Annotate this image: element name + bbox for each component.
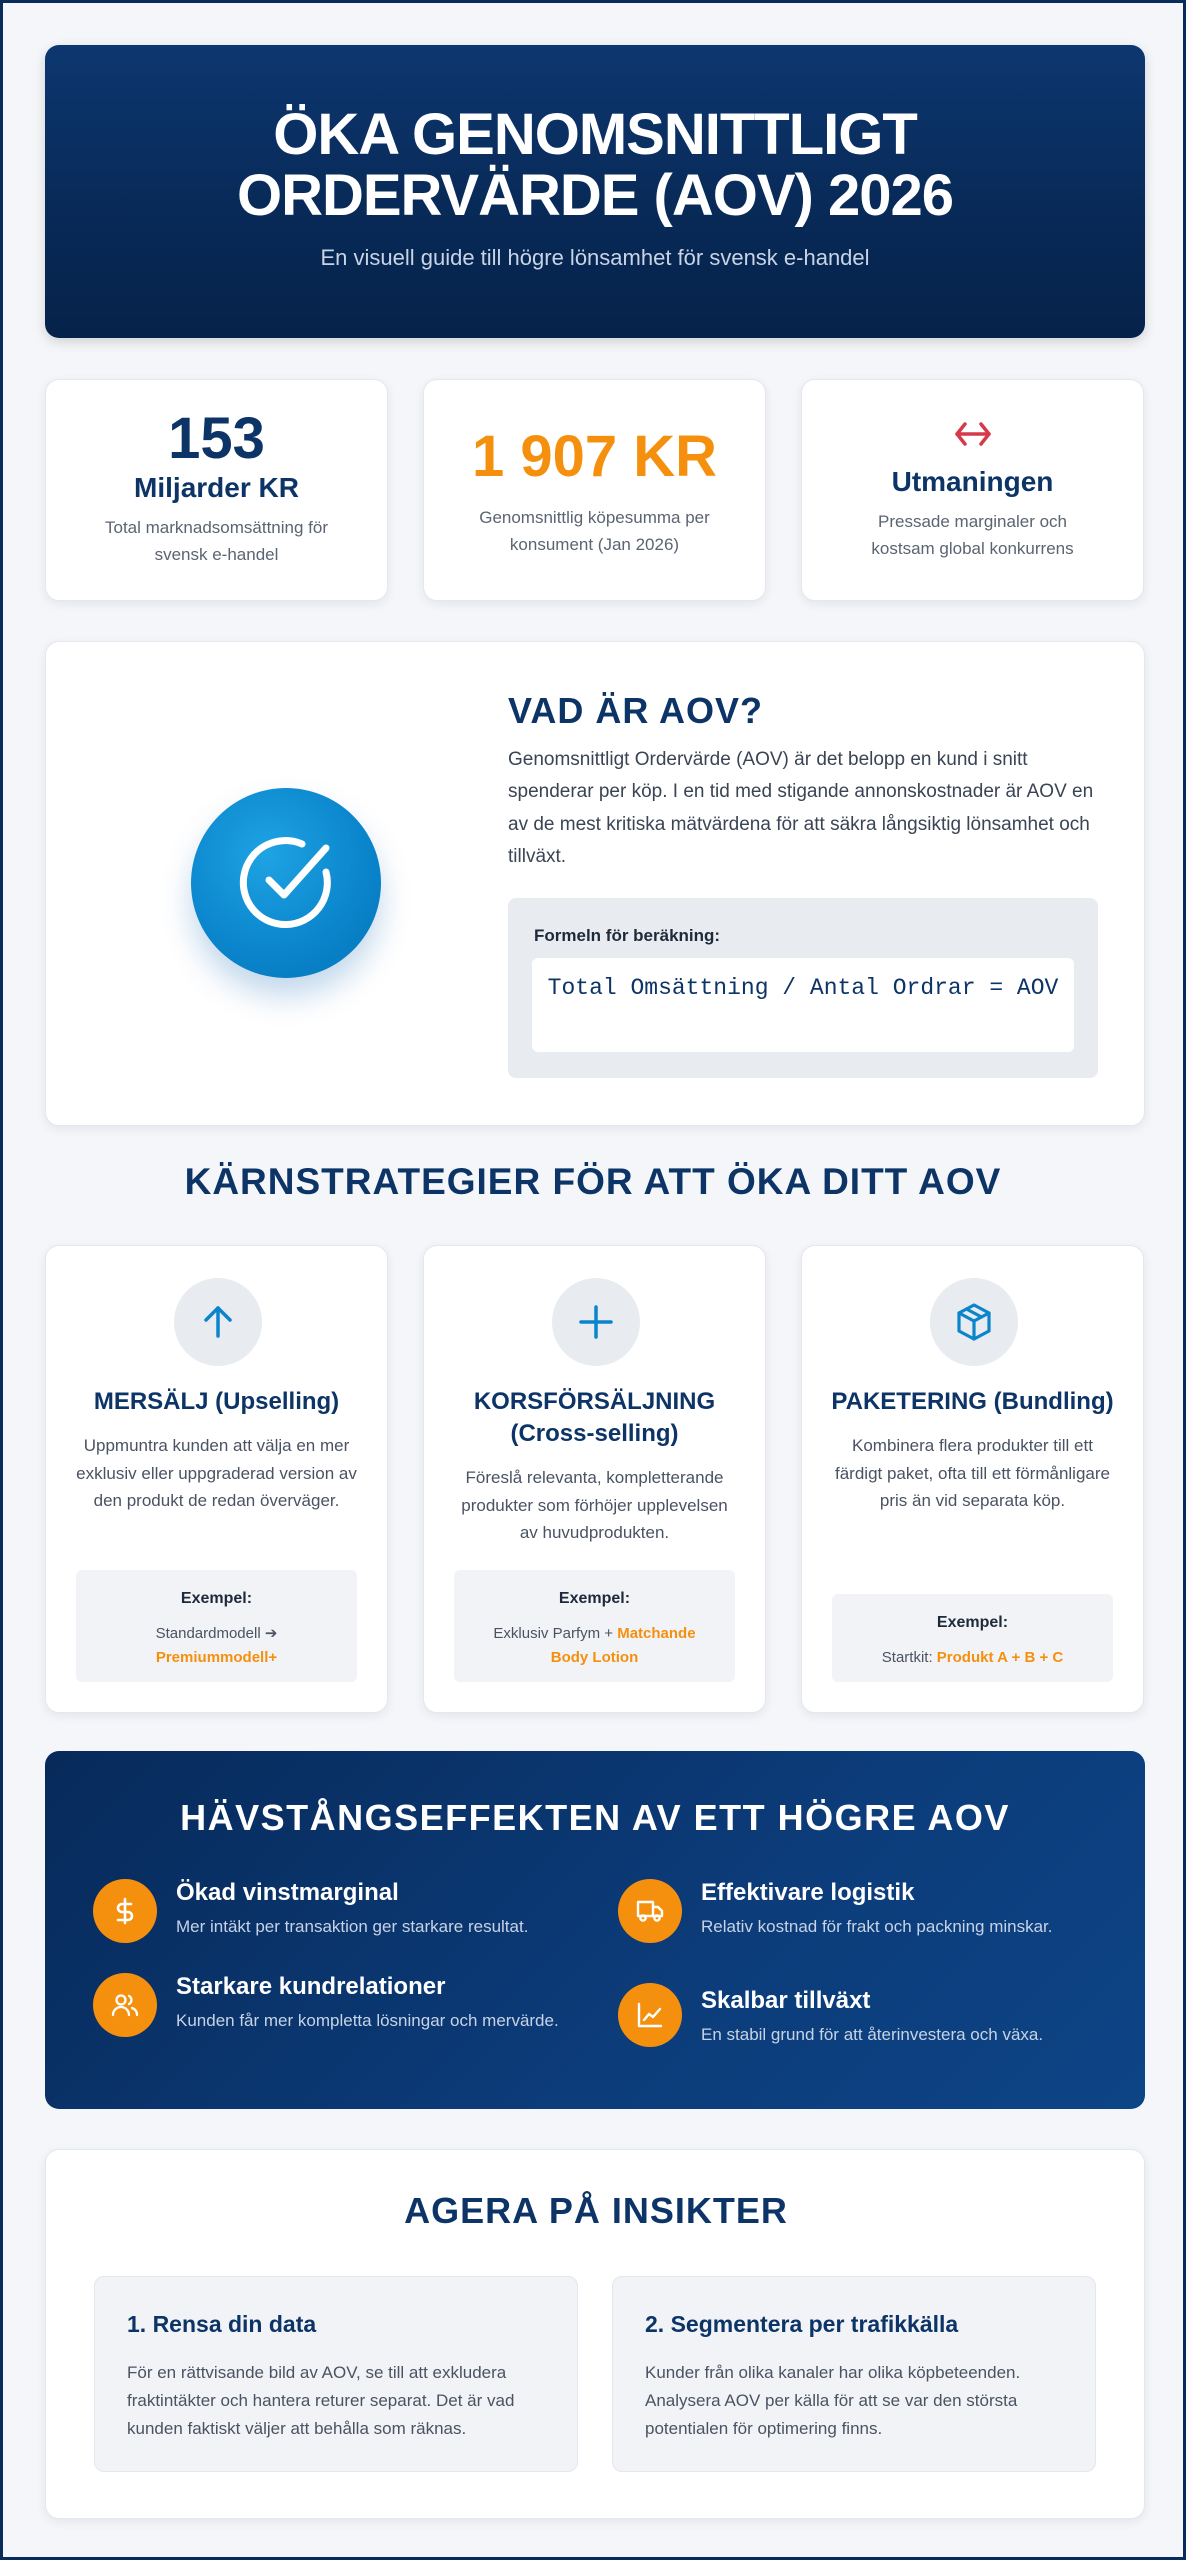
hero-banner	[45, 45, 1145, 338]
example-text: Standardmodell ➔	[155, 1624, 278, 1642]
stat-card-basket	[423, 379, 766, 601]
dollar-icon	[111, 1897, 139, 1925]
example-highlight: Matchande Body Lotion	[550, 1624, 696, 1666]
page-title: ÖKA GENOMSNITTLIGT ORDERVÄRDE (AOV) 2026	[236, 102, 953, 228]
stat-value: 153	[168, 406, 265, 471]
stat-description: Genomsnittlig köpesumma per konsument (Jan 2026)	[479, 508, 710, 555]
action-description: Kunder från olika kanaler har olika köpbeteenden. Analysera AOV per källa för att se var den största potentialen för optimering finns.	[645, 2363, 1021, 2439]
stat-description: Total marknadsomsättning för svensk e-handel	[105, 518, 328, 565]
strategy-description: Föreslå relevanta, kompletterande produkter som förhöjer upplevelsen av huvudprodukten.	[461, 1468, 728, 1543]
checkmark-circle-icon	[191, 788, 381, 978]
leverage-section	[45, 1751, 1145, 2109]
strategy-card-upselling	[45, 1245, 388, 1713]
chart-icon	[636, 2001, 664, 2029]
stat-unit: Miljarder KR	[134, 472, 299, 503]
benefit-description: Kunden får mer kompletta lösningar och mervärde.	[176, 2011, 559, 2030]
strategy-card-cross-selling	[423, 1245, 766, 1713]
users-icon	[111, 1991, 139, 2019]
page	[3, 3, 1183, 2557]
action-box	[94, 2276, 578, 2472]
example-highlight: Premiummodell+	[155, 1648, 278, 1666]
stat-value: 1 907 KR	[471, 424, 718, 489]
arrow-up-icon	[198, 1302, 238, 1342]
section-heading: AGERA PÅ INSIKTER	[404, 2190, 788, 2231]
benefit-description: Relativ kostnad för frakt och packning minskar.	[701, 1917, 1053, 1936]
exchange-arrows-icon	[802, 416, 1143, 452]
strategy-description: Kombinera flera produkter till ett färdigt paket, ofta till ett förmånligare pris än vid separata köp.	[835, 1436, 1110, 1511]
example-label: Exempel:	[558, 1590, 631, 1607]
box-icon	[954, 1302, 994, 1342]
benefit-title: Starkare kundrelationer	[176, 1973, 446, 2000]
formula-code: Total Omsättning / Antal Ordrar = AOV	[532, 958, 1074, 1052]
section-heading: VAD ÄR AOV?	[508, 690, 764, 731]
action-description: För en rättvisande bild av AOV, se till att exkludera fraktintäkter och hantera returer separat. Det är vad kunden faktiskt väljer att behålla som räknas.	[127, 2363, 515, 2439]
strategy-title: PAKETERING (Bundling)	[831, 1388, 1114, 1415]
strategy-title: KORSFÖRSÄLJNING (Cross-selling)	[473, 1388, 716, 1448]
strategy-title: MERSÄLJ (Upselling)	[93, 1388, 340, 1415]
action-title: 2. Segmentera per trafikkälla	[645, 2311, 959, 2337]
stat-card-challenge	[801, 379, 1144, 601]
example-label: Exempel:	[180, 1590, 253, 1607]
benefit-description: Mer intäkt per transaktion ger starkare resultat.	[176, 1917, 529, 1936]
example-box	[454, 1570, 735, 1682]
strategy-description: Uppmuntra kunden att välja en mer exklusiv eller uppgraderad version av den produkt de redan överväger.	[76, 1436, 357, 1511]
stat-unit: Utmaningen	[891, 466, 1054, 497]
stat-card-market	[45, 379, 388, 601]
benefit-description: En stabil grund för att återinvestera och växa.	[701, 2025, 1044, 2044]
action-title: 1. Rensa din data	[127, 2311, 317, 2337]
plus-icon	[576, 1302, 616, 1342]
section-heading: KÄRNSTRATEGIER FÖR ATT ÖKA DITT AOV	[184, 1161, 1002, 1202]
formula-label: Formeln för beräkning:	[534, 926, 721, 945]
aov-definition-card	[45, 641, 1145, 1126]
example-highlight: Produkt A + B + C	[936, 1648, 1064, 1666]
benefit-title: Skalbar tillväxt	[701, 1987, 871, 2014]
benefit-title: Ökad vinstmarginal	[176, 1879, 399, 1906]
benefit-title: Effektivare logistik	[701, 1879, 915, 1906]
strategy-card-bundling	[801, 1245, 1144, 1713]
example-box	[76, 1570, 357, 1682]
page-subtitle: En visuell guide till högre lönsamhet för svensk e-handel	[320, 245, 870, 270]
aov-description: Genomsnittligt Ordervärde (AOV) är det belopp en kund i snitt spenderar per köp. I en tid med stigande annonskostnader är AOV en av de mest kritiska mätvärdena för att säkra långsiktig lönsamhet och tillväxt.	[508, 749, 1094, 867]
stat-description: Pressade marginaler och kostsam global konkurrens	[871, 512, 1074, 559]
example-text: Startkit:	[881, 1648, 933, 1666]
example-label: Exempel:	[936, 1614, 1009, 1631]
section-heading: HÄVSTÅNGSEFFEKTEN AV ETT HÖGRE AOV	[180, 1797, 1010, 1838]
formula-box	[508, 898, 1098, 1078]
action-box	[612, 2276, 1096, 2472]
example-text: Exklusiv Parfym +	[493, 1624, 614, 1642]
truck-icon	[636, 1897, 664, 1925]
example-box	[832, 1594, 1113, 1682]
actions-card	[45, 2149, 1145, 2519]
